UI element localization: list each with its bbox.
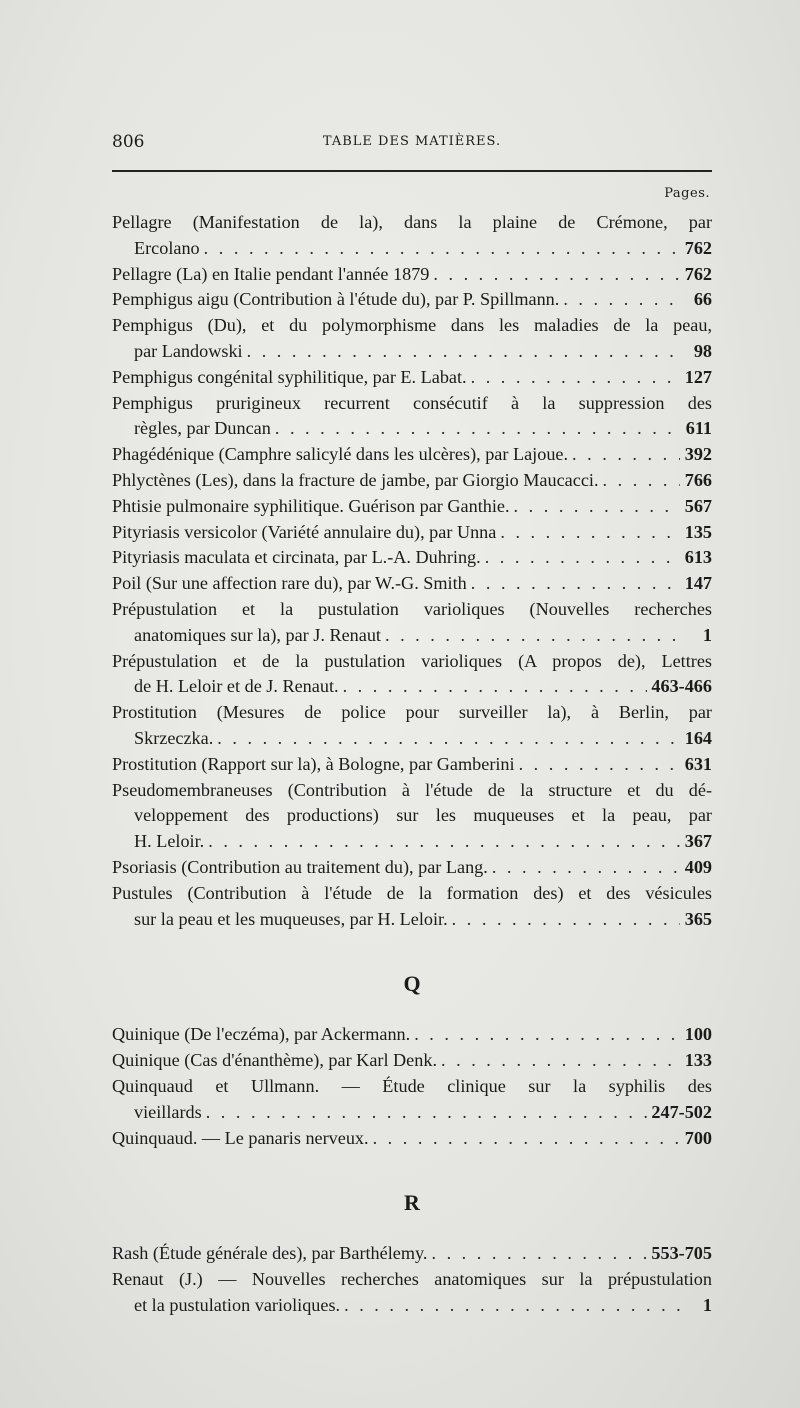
entry-text: Poil (Sur une affection rare du), par W.-G. Smith: [112, 573, 467, 594]
dot-leader: [441, 1048, 680, 1074]
entry-page-number: 762: [684, 237, 712, 258]
entry-page-number: 164: [684, 727, 712, 748]
toc-entry: [112, 597, 712, 649]
page-header: [112, 132, 712, 156]
dot-leader: [275, 416, 680, 442]
toc-entry: [112, 700, 712, 752]
toc-entry: [112, 365, 712, 391]
entry-page-number: 631: [684, 753, 712, 774]
dot-leader: [204, 236, 680, 262]
dot-leader: [385, 623, 680, 649]
entry-page-number: 147: [684, 573, 712, 594]
toc-entry: [112, 1126, 712, 1152]
dot-leader: [471, 571, 680, 597]
entry-page-number: 611: [685, 418, 712, 439]
running-title: TABLE DES MATIÈRES.: [322, 134, 502, 149]
entry-text: règles, par Duncan: [134, 418, 271, 439]
dot-leader: [247, 339, 680, 365]
pages-column-label: Pages.: [664, 186, 710, 201]
dot-leader: [500, 520, 680, 546]
entry-page-number: 100: [684, 1024, 712, 1045]
toc-entry: [112, 778, 712, 855]
entry-text: vieillards: [134, 1101, 202, 1122]
entry-text: Pustules (Contribution à l'étude de la formation des) et des vésicules: [112, 882, 712, 903]
entry-text: Prostitution (Rapport sur la), à Bologne, par Gamberini: [112, 753, 515, 774]
entry-page-number: 66: [693, 289, 712, 310]
dot-leader: [206, 1100, 648, 1126]
entry-text: Phagédénique (Camphre salicylé dans les ulcères), par Lajoue.: [112, 444, 569, 465]
toc-entry: [112, 1022, 712, 1048]
entry-page-number: 613: [684, 547, 712, 568]
entry-page-number: 98: [693, 340, 712, 361]
dot-leader: [492, 855, 680, 881]
entry-page-number: 367: [684, 831, 712, 852]
dot-leader: [519, 752, 680, 778]
entry-text: Pemphigus aigu (Contribution à l'étude du), par P. Spillmann.: [112, 289, 560, 310]
entry-page-number: 567: [684, 495, 712, 516]
dot-leader: [514, 494, 680, 520]
table-of-contents: [112, 210, 712, 1319]
entry-text: Skrzeczka.: [134, 727, 214, 748]
entry-text: Pellagre (La) en Italie pendant l'année 1879: [112, 263, 430, 284]
toc-entry: [112, 520, 712, 546]
toc-entry: [112, 1048, 712, 1074]
entry-text: sur la peau et les muqueuses, par H. Leloir.: [134, 908, 448, 929]
toc-entry: [112, 210, 712, 262]
entry-text: Phlyctènes (Les), dans la fracture de jambe, par Giorgio Maucacci.: [112, 469, 599, 490]
entry-page-number: 135: [684, 521, 712, 542]
entry-page-number: 127: [684, 366, 712, 387]
entry-page-number: 766: [684, 469, 712, 490]
entry-page-number: 365: [684, 908, 712, 929]
page-number: 806: [112, 132, 145, 152]
entry-page-number: 1: [702, 624, 712, 645]
entry-page-number: 409: [684, 856, 712, 877]
entry-page-number: 700: [684, 1127, 712, 1148]
entry-text: Pityriasis maculata et circinata, par L.-A. Duhring.: [112, 547, 481, 568]
entry-page-number: 247-502: [651, 1101, 712, 1122]
entry-page-number: 1: [702, 1294, 712, 1315]
entry-text: anatomiques sur la), par J. Renaut: [134, 624, 381, 645]
dot-leader: [344, 1293, 680, 1319]
dot-leader: [343, 674, 648, 700]
entry-text: veloppement des productions) sur les muqueuses et la peau, par: [134, 805, 712, 826]
toc-entry: [112, 468, 712, 494]
entry-page-number: 463-466: [651, 676, 712, 697]
section-letter: R: [404, 1190, 420, 1216]
entry-text: Renaut (J.) — Nouvelles recherches anatomiques sur la prépustulation: [112, 1269, 712, 1290]
dot-leader: [563, 287, 680, 313]
toc-entry: [112, 391, 712, 443]
entry-page-number: 392: [684, 444, 712, 465]
dot-leader: [208, 829, 680, 855]
entry-text: Pityriasis versicolor (Variété annulaire du), par Unna: [112, 521, 497, 542]
dot-leader: [485, 545, 680, 571]
toc-entry: [112, 571, 712, 597]
entry-text: Prépustulation et la pustulation varioliques (Nouvelles recherches: [112, 598, 712, 619]
dot-leader: [471, 365, 680, 391]
toc-entry: [112, 1241, 712, 1267]
entry-text: Pemphigus (Du), et du polymorphisme dans les maladies de la peau,: [112, 315, 712, 336]
entry-text: Quinique (De l'eczéma), par Ackermann.: [112, 1024, 411, 1045]
entry-page-number: 762: [684, 263, 712, 284]
entry-text: Prépustulation et de la pustulation varioliques (A propos de), Lettres: [112, 650, 712, 671]
dot-leader: [572, 442, 680, 468]
dot-leader: [414, 1022, 680, 1048]
dot-leader: [373, 1126, 680, 1152]
entry-text: Quinquaud et Ullmann. — Étude clinique sur la syphilis des: [112, 1075, 712, 1096]
entry-text: Phtisie pulmonaire syphilitique. Guérison par Ganthie.: [112, 495, 510, 516]
toc-entry: [112, 442, 712, 468]
entry-text: et la pustulation varioliques.: [134, 1294, 341, 1315]
toc-entry: [112, 545, 712, 571]
toc-entry: [112, 287, 712, 313]
entry-text: Psoriasis (Contribution au traitement du), par Lang.: [112, 856, 488, 877]
entry-text: Pseudomembraneuses (Contribution à l'étude de la structure et du dé-: [112, 779, 712, 800]
entry-text: H. Leloir.: [134, 831, 205, 852]
entry-page-number: 133: [684, 1050, 712, 1071]
toc-entry: [112, 494, 712, 520]
header-rule: [112, 170, 712, 172]
toc-entry: [112, 649, 712, 701]
toc-entry: [112, 752, 712, 778]
entry-text: Quinique (Cas d'énanthème), par Karl Denk.: [112, 1050, 437, 1071]
toc-entry: [112, 262, 712, 288]
dot-leader: [217, 726, 680, 752]
entry-text: Prostitution (Mesures de police pour surveiller la), à Berlin, par: [112, 702, 712, 723]
toc-entry: [112, 313, 712, 365]
entry-page-number: 553-705: [651, 1243, 712, 1264]
entry-text: par Landowski: [134, 340, 243, 361]
toc-entry: [112, 1074, 712, 1126]
dot-leader: [433, 262, 680, 288]
entry-text: Pemphigus congénital syphilitique, par E. Labat.: [112, 366, 467, 387]
entry-text: de H. Leloir et de J. Renaut.: [134, 676, 339, 697]
dot-leader: [431, 1241, 647, 1267]
entry-text: Pellagre (Manifestation de la), dans la plaine de Crémone, par: [112, 212, 712, 232]
entry-text: Quinquaud. — Le panaris nerveux.: [112, 1127, 369, 1148]
entry-text: Pemphigus prurigineux recurrent consécutif à la suppression des: [112, 392, 712, 413]
dot-leader: [603, 468, 681, 494]
dot-leader: [452, 907, 680, 933]
section-letter: Q: [403, 971, 421, 997]
entry-text: Ercolano: [134, 237, 200, 258]
toc-entry: [112, 855, 712, 881]
toc-entry: [112, 1267, 712, 1319]
toc-entry: [112, 881, 712, 933]
entry-text: Rash (Étude générale des), par Barthélemy.: [112, 1243, 428, 1264]
